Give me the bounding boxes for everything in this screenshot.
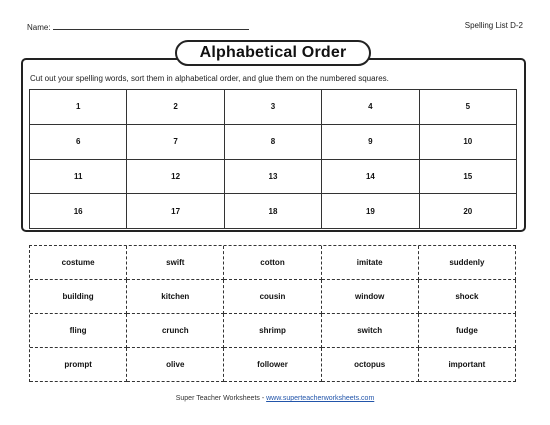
- word-card: kitchen: [127, 280, 224, 314]
- numbered-square: 20: [420, 194, 517, 229]
- numbered-square: 1: [30, 90, 127, 125]
- numbered-squares-grid: [29, 89, 517, 229]
- word-card: follower: [224, 348, 321, 382]
- numbered-square: 11: [30, 160, 127, 195]
- word-card: building: [30, 280, 127, 314]
- word-card: imitate: [322, 246, 419, 280]
- footer: [0, 395, 550, 402]
- numbered-square: 13: [225, 160, 322, 195]
- word-card: costume: [30, 246, 127, 280]
- page-title: Alphabetical Order: [175, 40, 371, 66]
- numbered-square: 14: [322, 160, 419, 195]
- word-card: shock: [419, 280, 516, 314]
- numbered-square: 18: [225, 194, 322, 229]
- word-card: cousin: [224, 280, 321, 314]
- numbered-square: 2: [127, 90, 224, 125]
- word-card: switch: [322, 314, 419, 348]
- footer-text: Super Teacher Worksheets -: [175, 395, 267, 402]
- name-label: Name:: [27, 23, 51, 32]
- numbered-square: 7: [127, 125, 224, 160]
- numbered-square: 4: [322, 90, 419, 125]
- numbered-square: 3: [225, 90, 322, 125]
- word-card: octopus: [322, 348, 419, 382]
- numbered-square: 10: [420, 125, 517, 160]
- footer-link[interactable]: www.superteacherworksheets.com: [266, 395, 375, 402]
- numbered-square: 6: [30, 125, 127, 160]
- instructions: Cut out your spelling words, sort them in alphabetical order, and glue them on the numbered squares.: [30, 74, 389, 83]
- word-card: suddenly: [419, 246, 516, 280]
- word-cutout-grid: [29, 245, 516, 382]
- word-card: olive: [127, 348, 224, 382]
- numbered-square: 12: [127, 160, 224, 195]
- word-card: cotton: [224, 246, 321, 280]
- numbered-square: 19: [322, 194, 419, 229]
- word-card: shrimp: [224, 314, 321, 348]
- word-card: fling: [30, 314, 127, 348]
- word-card: prompt: [30, 348, 127, 382]
- numbered-square: 9: [322, 125, 419, 160]
- numbered-square: 17: [127, 194, 224, 229]
- name-line[interactable]: [53, 21, 249, 30]
- name-field: [27, 21, 249, 32]
- numbered-square: 16: [30, 194, 127, 229]
- numbered-square: 15: [420, 160, 517, 195]
- spelling-list-id: Spelling List D-2: [464, 21, 523, 30]
- word-card: window: [322, 280, 419, 314]
- word-card: fudge: [419, 314, 516, 348]
- word-card: important: [419, 348, 516, 382]
- numbered-square: 8: [225, 125, 322, 160]
- word-card: swift: [127, 246, 224, 280]
- numbered-square: 5: [420, 90, 517, 125]
- word-card: crunch: [127, 314, 224, 348]
